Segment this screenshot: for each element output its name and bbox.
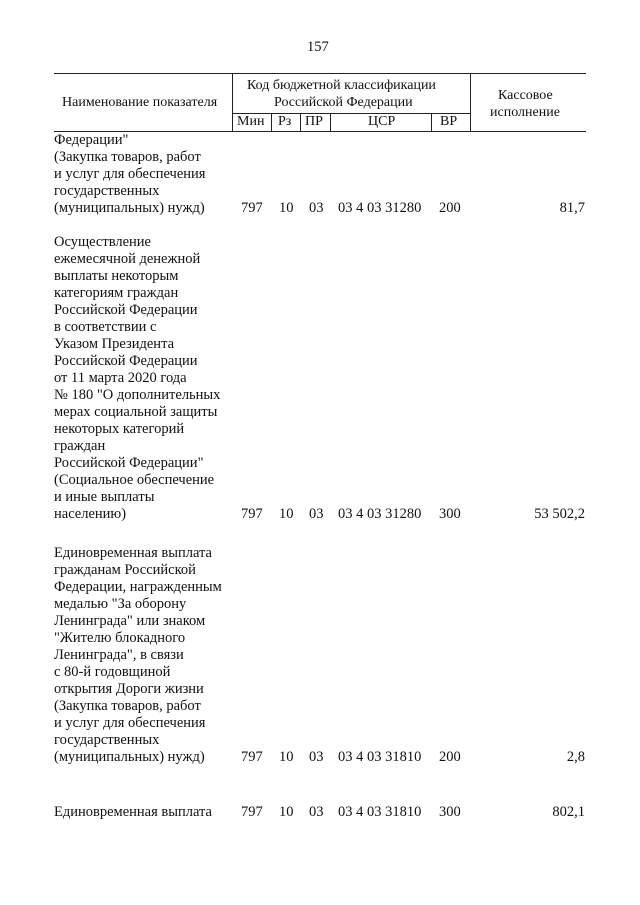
header-col-divider-vr [431,113,432,131]
row-description-line: (Закупка товаров, работ [54,698,201,714]
row-csr: 03 4 03 31810 [338,804,422,820]
header-top-border [54,73,586,74]
row-description-line: и услуг для обеспечения [54,166,206,182]
header-code-line-2: Российской Федерации [274,95,413,110]
row-description-line: Ленинграда", в связи [54,647,184,663]
row-vr: 300 [439,506,461,522]
header-min: Мин [237,114,265,129]
row-pr: 03 [309,804,324,820]
row-description-line: Федерации, награжденным [54,579,222,595]
row-csr: 03 4 03 31280 [338,506,422,522]
header-col-divider-rz [271,113,272,131]
header-vr: ВР [440,114,458,129]
row-vr: 200 [439,200,461,216]
header-col-divider-name [232,73,233,131]
row-pr: 03 [309,749,324,765]
row-description-line: и услуг для обеспечения [54,715,206,731]
row-description-line: населению) [54,506,127,522]
header-csr: ЦСР [368,114,396,129]
row-pr: 03 [309,506,324,522]
row-description-line: от 11 марта 2020 года [54,370,187,386]
row-pr: 03 [309,200,324,216]
row-description-line: "Жителю блокадного [54,630,186,646]
row-value: 81,7 [559,200,585,216]
row-rz: 10 [279,200,294,216]
row-description-line: (муниципальных) нужд) [54,749,205,765]
row-description-line: Российской Федерации [54,353,198,369]
row-description-line: Российской Федерации [54,302,198,318]
row-description-line: государственных [54,183,160,199]
header-col-divider-exec [470,73,471,131]
row-description-line: Федерации" [54,132,129,148]
row-description-line: открытия Дороги жизни [54,681,204,697]
row-description-line: мерах социальной защиты [54,404,218,420]
header-col-divider-csr [330,113,331,131]
row-description-line: выплаты некоторым [54,268,179,284]
row-vr: 200 [439,749,461,765]
row-rz: 10 [279,506,294,522]
row-description-line: Указом Президента [54,336,175,352]
page-number: 157 [307,39,329,55]
header-sub-divider [232,113,470,114]
header-pr: ПР [305,114,323,129]
row-description-line: граждан [54,438,106,454]
row-min: 797 [241,804,263,820]
row-description-line: государственных [54,732,160,748]
row-description-line: и иные выплаты [54,489,155,505]
row-value: 802,1 [552,804,585,820]
row-value: 53 502,2 [534,506,585,522]
header-rz: Рз [278,114,292,129]
header-bottom-border [54,131,586,132]
row-min: 797 [241,749,263,765]
row-min: 797 [241,506,263,522]
row-vr: 300 [439,804,461,820]
row-value: 2,8 [566,749,585,765]
row-description-line: Единовременная выплата [54,545,212,561]
row-description-line: ежемесячной денежной [54,251,201,267]
row-description-line: гражданам Российской [54,562,196,578]
row-description-line: категориям граждан [54,285,179,301]
row-rz: 10 [279,749,294,765]
row-description-line: некоторых категорий [54,421,185,437]
row-csr: 03 4 03 31280 [338,200,422,216]
row-rz: 10 [279,804,294,820]
row-description-line: Ленинграда" или знаком [54,613,206,629]
header-exec-line-1: Кассовое [498,88,553,103]
row-description-line: Российской Федерации" [54,455,204,471]
header-name-column: Наименование показателя [62,95,218,110]
row-min: 797 [241,200,263,216]
row-description-line: (Социальное обеспечение [54,472,215,488]
row-description-line: (муниципальных) нужд) [54,200,205,216]
row-csr: 03 4 03 31810 [338,749,422,765]
header-code-line-1: Код бюджетной классификации [247,78,436,93]
row-description-line: в соответствии с [54,319,157,335]
row-description-line: Осуществление [54,234,151,250]
row-description-line: № 180 "О дополнительных [54,387,221,403]
row-description-line: Единовременная выплата [54,804,212,820]
row-description-line: (Закупка товаров, работ [54,149,201,165]
header-col-divider-pr [300,113,301,131]
row-description-line: с 80-й годовщиной [54,664,171,680]
header-exec-line-2: исполнение [490,105,560,120]
row-description-line: медалью "За оборону [54,596,187,612]
